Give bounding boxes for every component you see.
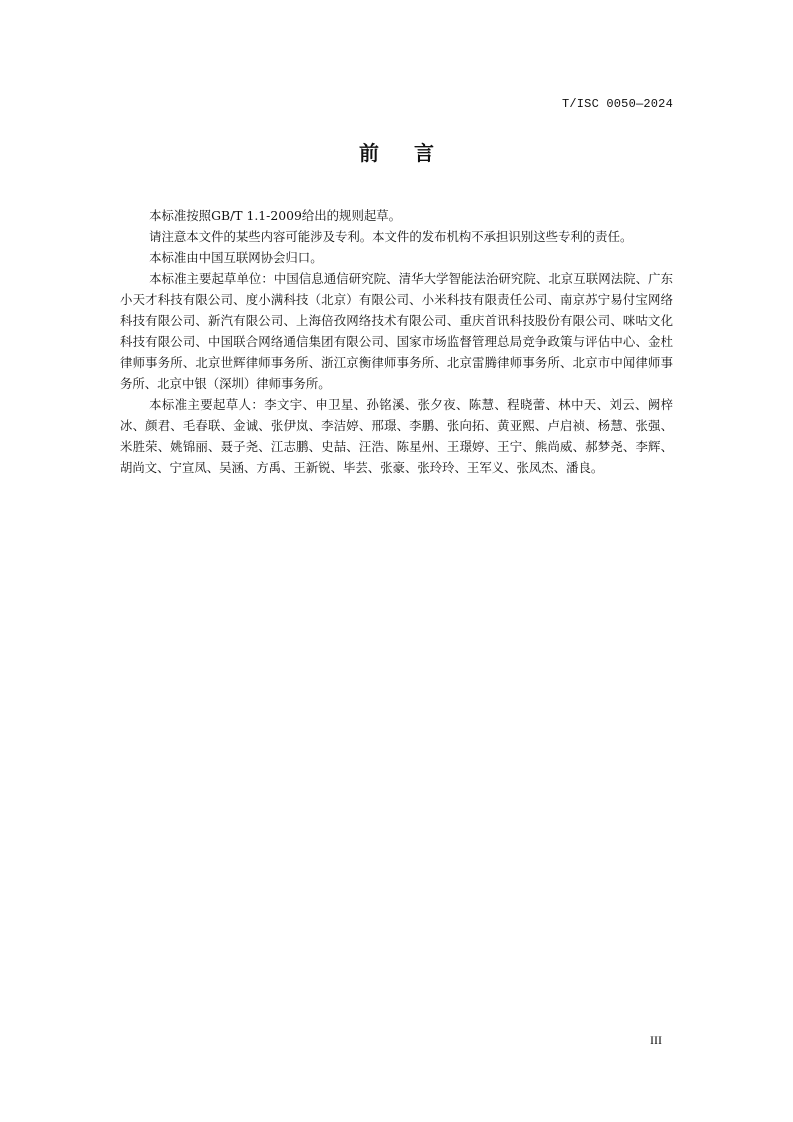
foreword-body: [120, 205, 673, 478]
page-number: III: [650, 1033, 662, 1047]
paragraph-drafting-rules: 本标准按照GB/T 1.1-2009给出的规则起草。: [149, 208, 402, 223]
paragraph-administrator: 本标准由中国互联网协会归口。: [149, 250, 323, 265]
paragraph-patent-notice: 请注意本文件的某些内容可能涉及专利。本文件的发布机构不承担识别这些专利的责任。: [149, 229, 633, 244]
page-title: 前 言: [359, 141, 448, 165]
document-number: T/ISC 0050—2024: [561, 97, 673, 111]
paragraph-drafters: 本标准主要起草人：李文宇、申卫星、孙铭溪、张夕夜、陈慧、程晓蕾、林中天、刘云、阙梓冰、颜君、毛春联、金诚、张伊岚、李洁婷、邢璟、李鹏、张向拓、黄亚熙、卢启祯、杨慧、张强、米胜荣、姚锦丽、聂子尧、江志鹏、史喆、汪浩、陈星州、王璟婷、王宁、熊尚威、郝梦尧、李辉、胡尚文、宁宣凤、吴涵、方禹、王新锐、毕芸、张豪、张玲玲、王军义、张凤杰、潘良。: [120, 397, 673, 475]
paragraph-drafting-organizations: 本标准主要起草单位：中国信息通信研究院、清华大学智能法治研究院、北京互联网法院、广东小天才科技有限公司、度小满科技（北京）有限公司、小米科技有限责任公司、南京苏宁易付宝网络科技有限公司、新汽有限公司、上海倍孜网络技术有限公司、重庆首讯科技股份有限公司、咪咕文化科技有限公司、中国联合网络通信集团有限公司、国家市场监督管理总局竞争政策与评估中心、金杜律师事务所、北京世辉律师事务所、浙江京衡律师事务所、北京雷腾律师事务所、北京市中闻律师事务所、北京中银（深圳）律师事务所。: [120, 271, 673, 391]
